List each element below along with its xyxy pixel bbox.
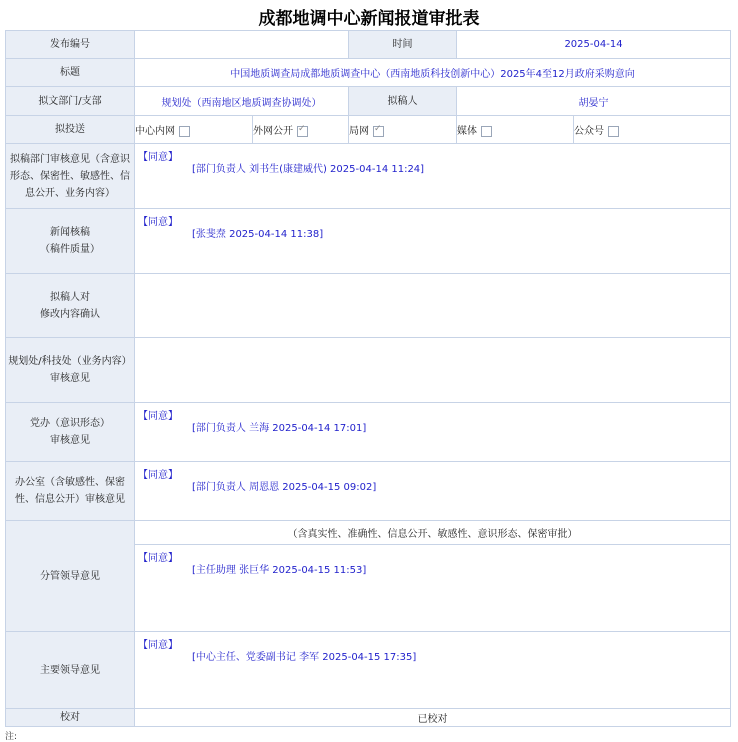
signature-text: [中心主任、党委副书记 李军 2025-04-15 17:35]: [192, 652, 417, 663]
row-main-leader-review: [6, 632, 731, 709]
value-title: 中国地质调查局成都地质调查中心（西南地质科技创新中心）2025年4至12月政府采购意向: [135, 59, 731, 87]
checkbox-wechat[interactable]: [608, 126, 619, 137]
agree-text: 【同意】: [138, 553, 178, 564]
label-news-check: [6, 209, 135, 274]
planning-review-opinion[interactable]: [135, 338, 731, 403]
signature-text: [部门负责人 兰海 2025-04-14 17:01]: [192, 423, 367, 434]
dept-review-opinion: [135, 144, 731, 209]
leader-review-opinion: [135, 545, 731, 632]
label-title: 标题: [6, 59, 135, 87]
option-media: [457, 116, 574, 144]
row-leader-note: [6, 521, 731, 545]
label-main-leader-review: 主要领导意见: [6, 632, 135, 709]
value-drafter: 胡晏宁: [457, 87, 731, 116]
row-dept-review: [6, 144, 731, 209]
label-line: 新闻核稿: [50, 227, 90, 238]
label-drafter: 拟稿人: [349, 87, 457, 116]
option-label: 中心内网: [135, 126, 175, 137]
agree-text: 【同意】: [138, 152, 178, 163]
row-party-review: [6, 403, 731, 462]
label-proof: 校对: [6, 709, 135, 727]
option-label: 外网公开: [253, 126, 293, 137]
agree-text: 【同意】: [138, 411, 178, 422]
checkbox-media[interactable]: [481, 126, 492, 137]
value-department: 规划处（西南地区地质调查协调处）: [135, 87, 349, 116]
label-line: 审核意见: [50, 373, 90, 384]
label-line: 党办（意识形态）: [30, 418, 110, 429]
label-line: 规划处/科技处（业务内容）: [8, 356, 132, 367]
row-news-check: [6, 209, 731, 274]
row-number-time: [6, 31, 731, 59]
label-line: 拟稿人对: [50, 291, 90, 303]
label-line: 审核意见: [50, 435, 90, 446]
main-leader-review-opinion: [135, 632, 731, 709]
row-title: [6, 59, 731, 87]
row-delivery: [6, 116, 731, 144]
label-department: 拟文部门/支部: [6, 87, 135, 116]
option-intranet: [135, 116, 253, 144]
label-time: 时间: [349, 31, 457, 59]
option-label: 媒体: [457, 126, 477, 137]
checkbox-public-web[interactable]: [297, 126, 308, 137]
option-label: 公众号: [574, 126, 604, 137]
news-check-opinion: [135, 209, 731, 274]
label-publish-number: 发布编号: [6, 31, 135, 59]
label-planning-review: [6, 338, 135, 403]
agree-text: 【同意】: [138, 640, 178, 651]
signature-text: [张斐焘 2025-04-14 11:38]: [192, 229, 324, 240]
checkbox-bureau-web[interactable]: [373, 126, 384, 137]
approval-form-table: [5, 30, 731, 727]
row-department-drafter: [6, 87, 731, 116]
party-review-opinion: [135, 403, 731, 462]
form-title: 成都地调中心新闻报道审批表: [258, 9, 480, 29]
value-publish-number[interactable]: [135, 31, 349, 59]
row-proof: [6, 709, 731, 727]
agree-text: 【同意】: [138, 217, 178, 228]
label-office-review: 办公室（含敏感性、保密性、信息公开）审核意见: [6, 462, 135, 521]
drafter-confirm-opinion[interactable]: [135, 274, 731, 338]
label-party-review: [6, 403, 135, 462]
option-public-web: [253, 116, 349, 144]
signature-text: [主任助理 张巨华 2025-04-15 11:53]: [192, 565, 367, 576]
footnote: 注:: [5, 732, 18, 742]
signature-text: [部门负责人 刘书生(康建威代) 2025-04-14 11:24]: [192, 164, 425, 175]
value-proof: 已校对: [135, 709, 731, 727]
label-delivery: 拟投送: [6, 116, 135, 144]
row-office-review: [6, 462, 731, 521]
value-time: 2025-04-14: [457, 31, 731, 59]
row-drafter-confirm: [6, 274, 731, 338]
option-label: 局网: [349, 126, 369, 137]
label-line: 修改内容确认: [40, 308, 100, 320]
label-leader-review: 分管领导意见: [6, 521, 135, 632]
leader-review-note: （含真实性、准确性、信息公开、敏感性、意识形态、保密审批）: [135, 521, 731, 545]
row-planning-review: [6, 338, 731, 403]
option-bureau-web: [349, 116, 457, 144]
label-line: （稿件质量）: [40, 244, 100, 255]
label-dept-review: 拟稿部门审核意见（含意识形态、保密性、敏感性、信息公开、业务内容）: [6, 144, 135, 209]
agree-text: 【同意】: [138, 470, 178, 481]
signature-text: [部门负责人 周恩恩 2025-04-15 09:02]: [192, 482, 377, 493]
checkbox-intranet[interactable]: [179, 126, 190, 137]
office-review-opinion: [135, 462, 731, 521]
label-drafter-confirm: [6, 274, 135, 338]
option-wechat: [574, 116, 731, 144]
